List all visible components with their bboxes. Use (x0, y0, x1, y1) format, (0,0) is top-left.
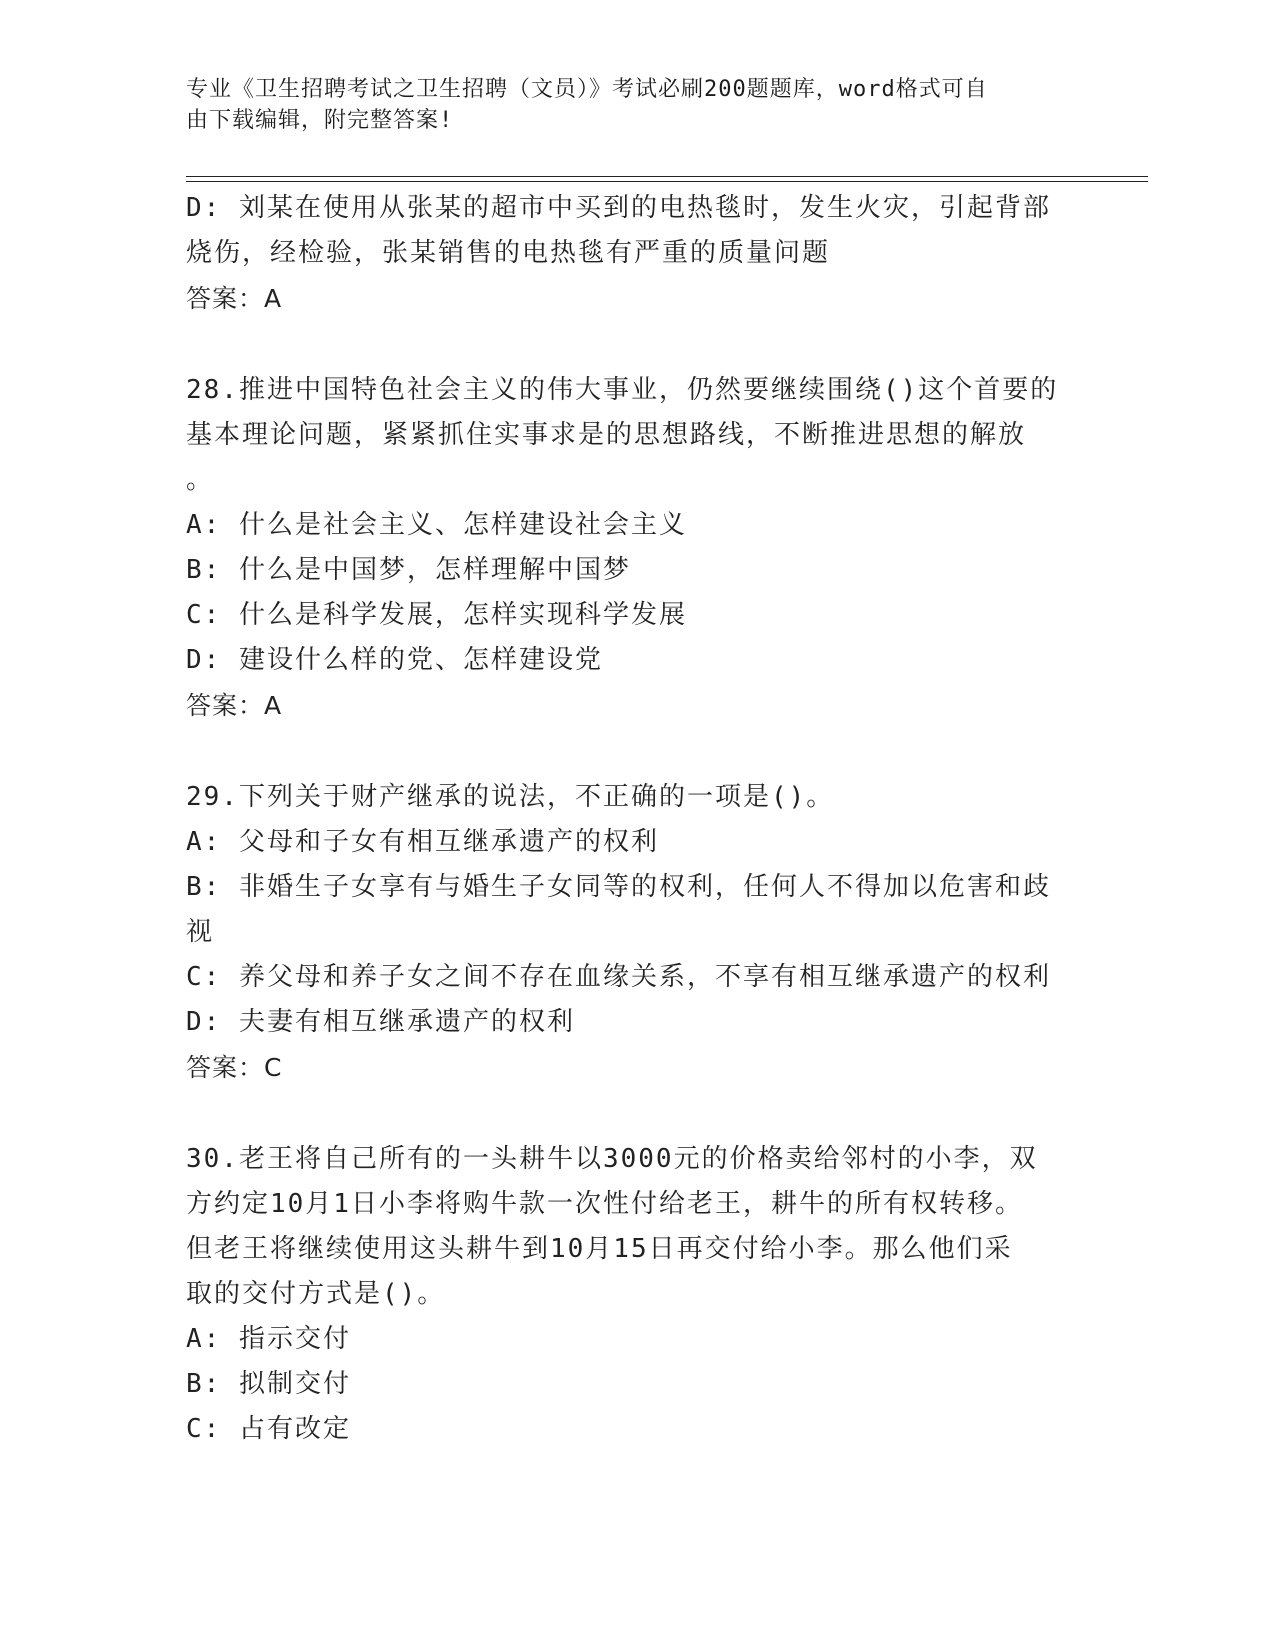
question-30 (186, 1137, 1066, 1452)
answer-label: 答案：C (186, 1053, 283, 1082)
question-stem-line-1: 30.老王将自己所有的一头耕牛以3000元的价格卖给邻村的小李，双 (186, 1144, 1038, 1174)
option-a: A: 父母和子女有相互继承遗产的权利 (186, 827, 659, 857)
spacer (186, 728, 1066, 775)
document-header (186, 74, 1066, 136)
question-stem-line-4: 取的交付方式是()。 (186, 1279, 446, 1309)
question-stem-line-3: 但老王将继续使用这头耕牛到10月15日再交付给小李。那么他们采 (186, 1234, 1013, 1264)
option-b-line-2: 视 (186, 917, 215, 947)
header-title-line-1: 专业《卫生招聘考试之卫生招聘（文员）》考试必刷200题题库，word格式可自 (186, 77, 988, 102)
option-d-line-1: D: 刘某在使用从张某的超市中买到的电热毯时，发生火灾，引起背部 (186, 193, 1051, 223)
option-b: B: 什么是中国梦，怎样理解中国梦 (186, 555, 631, 585)
option-d-line-2: 烧伤，经检验，张某销售的电热毯有严重的质量问题 (186, 238, 831, 268)
question-stem-line-2: 基本理论问题，紧紧抓住实事求是的思想路线，不断推进思想的解放 (186, 420, 1027, 450)
option-d: D: 建设什么样的党、怎样建设党 (186, 645, 603, 675)
question-stem: 29.下列关于财产继承的说法，不正确的一项是()。 (186, 782, 835, 812)
spacer (186, 321, 1066, 368)
question-28 (186, 368, 1066, 728)
answer-label: 答案：A (186, 691, 283, 720)
option-a: A: 指示交付 (186, 1324, 351, 1354)
header-title-line-2: 由下载编辑，附完整答案! (186, 108, 454, 133)
question-stem-line-3: 。 (186, 465, 215, 495)
question-27-tail (186, 186, 1066, 321)
header-divider (186, 176, 1148, 182)
option-c: C: 养父母和养子女之间不存在血缘关系，不享有相互继承遗产的权利 (186, 962, 1051, 992)
question-stem-line-2: 方约定10月1日小李将购牛款一次性付给老王，耕牛的所有权转移。 (186, 1189, 1023, 1219)
option-a: A: 什么是社会主义、怎样建设社会主义 (186, 510, 687, 540)
option-c: C: 占有改定 (186, 1414, 351, 1444)
option-d: D: 夫妻有相互继承遗产的权利 (186, 1007, 575, 1037)
question-29 (186, 775, 1066, 1090)
answer-label: 答案：A (186, 284, 283, 313)
spacer (186, 1090, 1066, 1137)
option-b: B: 拟制交付 (186, 1369, 351, 1399)
option-b-line-1: B: 非婚生子女享有与婚生子女同等的权利，任何人不得加以危害和歧 (186, 872, 1051, 902)
question-content (186, 186, 1066, 1452)
option-c: C: 什么是科学发展，怎样实现科学发展 (186, 600, 687, 630)
question-stem-line-1: 28.推进中国特色社会主义的伟大事业，仍然要继续围绕()这个首要的 (186, 375, 1059, 405)
